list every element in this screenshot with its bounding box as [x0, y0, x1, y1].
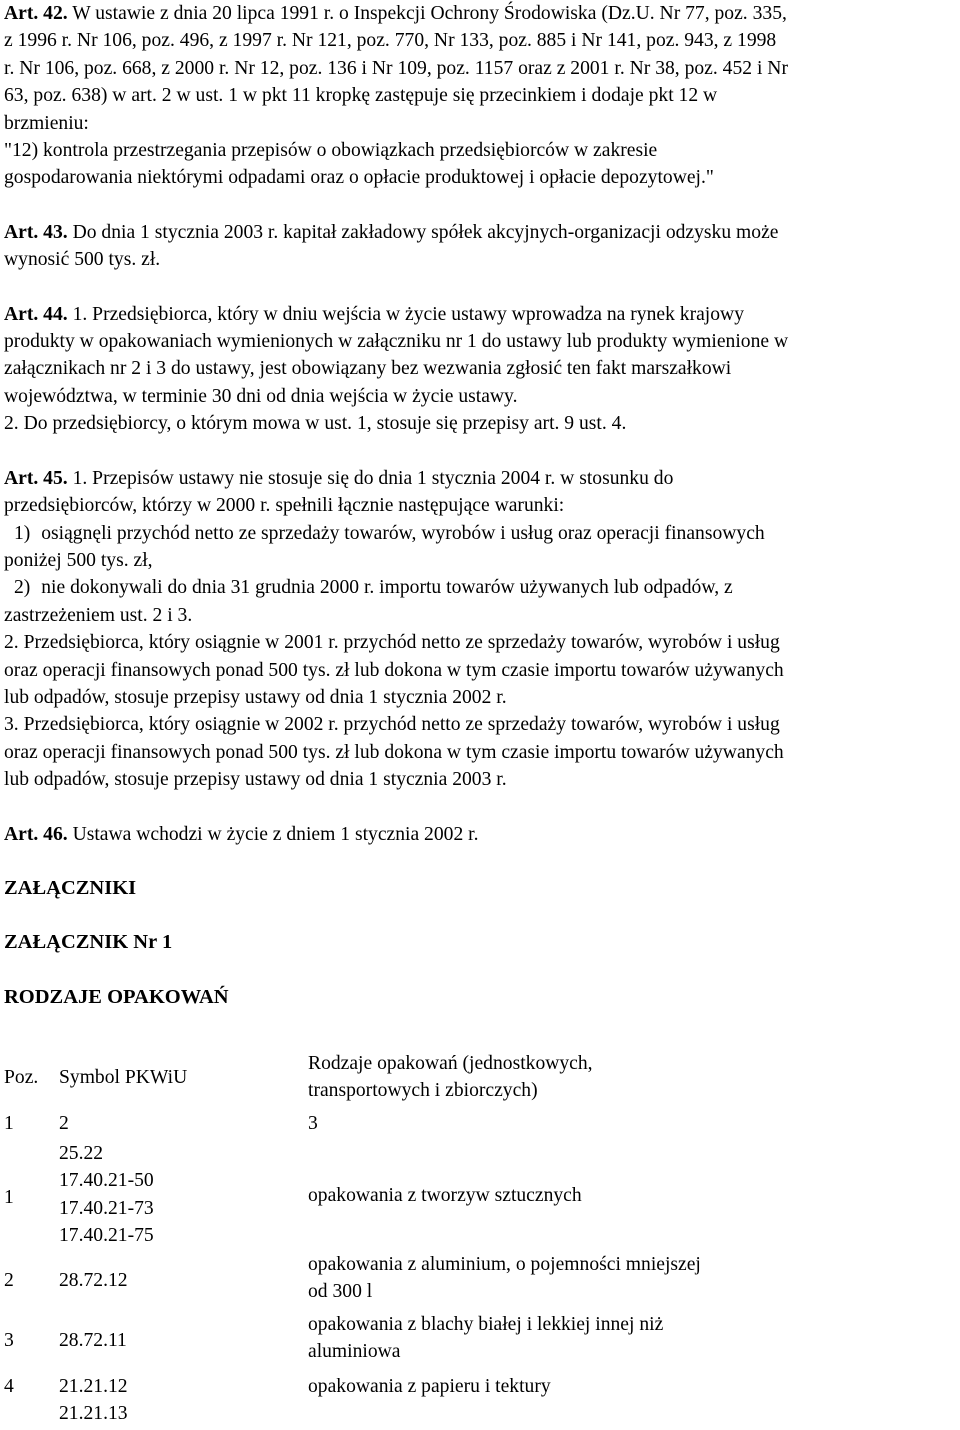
art43-line-1 [4, 219, 958, 246]
header-desc [308, 1050, 908, 1105]
row-3-desc-line-1: opakowania z blachy białej i lekkiej innej niż [308, 1314, 664, 1335]
art44-line-1 [4, 301, 958, 328]
row-3-desc [308, 1311, 908, 1366]
row-1-symbols [59, 1140, 154, 1250]
row-4-symbol-2: 21.21.13 [59, 1403, 128, 1425]
art45-item-2 [4, 574, 958, 601]
spacer [4, 192, 958, 219]
document-page [4, 0, 958, 1011]
table-row [4, 1371, 958, 1427]
art42-line-5: brzmieniu: [4, 112, 89, 134]
art45-item-2-text: nie dokonywali do dnia 31 grudnia 2000 r. importu towarów używanych lub odpadów, z [41, 577, 733, 599]
row-2-desc-line-2: od 300 l [308, 1281, 373, 1303]
art46-label: Art. 46. [4, 823, 68, 845]
row-4-symbols [59, 1373, 128, 1428]
row-2-desc [308, 1251, 908, 1306]
row-3-poz: 3 [4, 1330, 14, 1351]
art44-line-4: województwa, w terminie 30 dni od dnia wejścia w życie ustawy. [4, 385, 518, 407]
table-row [4, 1140, 958, 1251]
row-4-desc: opakowania z papieru i tektury [308, 1376, 551, 1397]
art43-label: Art. 43. [4, 221, 68, 243]
spacer [4, 794, 958, 821]
row-1-symbol-2: 17.40.21-50 [59, 1170, 154, 1192]
header-poz: Poz. [4, 1067, 39, 1088]
art45-line-1 [4, 465, 958, 492]
art44-label: Art. 44. [4, 303, 68, 325]
spacer [4, 902, 958, 929]
art45-item-2-num: 2) [14, 577, 31, 599]
art45-text-1: 1. Przepisów ustawy nie stosuje się do dnia 1 stycznia 2004 r. w stosunku do [72, 467, 674, 489]
art45-para3-line-3: lub odpadów, stosuje przepisy ustawy od dnia 1 stycznia 2003 r. [4, 769, 507, 791]
row-1-symbol-3: 17.40.21-73 [59, 1197, 154, 1219]
art45-para2-line-2: oraz operacji finansowych ponad 500 tys. zł lub dokona w tym czasie importu towarów używanych [4, 659, 784, 681]
art45-para2-line-3: lub odpadów, stosuje przepisy ustawy od dnia 1 stycznia 2002 r. [4, 686, 507, 708]
art42-line-6: "12) kontrola przestrzegania przepisów o obowiązkach przedsiębiorców w zakresie [4, 140, 658, 162]
row-2-symbol: 28.72.12 [59, 1270, 128, 1291]
header-symbol: Symbol PKWiU [59, 1067, 188, 1088]
table-column-number-row [4, 1106, 958, 1140]
spacer [4, 957, 958, 984]
spacer [4, 438, 958, 465]
colnum-3: 3 [308, 1113, 318, 1134]
article-42 [4, 0, 958, 192]
art42-text-1: W ustawie z dnia 20 lipca 1991 r. o Inspekcji Ochrony Środowiska (Dz.U. Nr 77, poz. 335, [72, 3, 787, 24]
art43-line-2: wynosić 500 tys. zł. [4, 249, 161, 271]
row-2-poz: 2 [4, 1270, 14, 1291]
art42-line-4: 63, poz. 638) w art. 2 w ust. 1 w pkt 11 kropkę zastępuje się przecinkiem i dodaje pkt 12 w [4, 85, 718, 107]
art44-line-5: 2. Do przedsiębiorcy, o którym mowa w ust. 1, stosuje się przepisy art. 9 ust. 4. [4, 413, 627, 435]
art45-para2-line-1: 2. Przedsiębiorca, który osiągnie w 2001 r. przychód netto ze sprzedaży towarów, wyrobów i usług [4, 632, 780, 654]
art42-line-7: gospodarowania niektórymi odpadami oraz o opłacie produktowej i opłacie depozytowej." [4, 167, 714, 189]
art42-line-3: r. Nr 106, poz. 668, z 2000 r. Nr 12, poz. 136 i Nr 109, poz. 1157 oraz z 2001 r. Nr 38, poz. 452 i Nr [4, 57, 788, 79]
art45-para3-line-2: oraz operacji finansowych ponad 500 tys. zł lub dokona w tym czasie importu towarów używanych [4, 741, 784, 763]
art46-line-1 [4, 821, 958, 848]
article-44 [4, 301, 958, 438]
annex-1-title: RODZAJE OPAKOWAŃ [4, 985, 229, 1008]
art45-line-2: przedsiębiorców, którzy w 2000 r. spełnili łącznie następujące warunki: [4, 495, 565, 517]
art42-line-2: z 1996 r. Nr 106, poz. 496, z 1997 r. Nr 121, poz. 770, Nr 133, poz. 885 i Nr 141, poz. 943, z 1998 [4, 30, 777, 52]
art45-item-2-cont: zastrzeżeniem ust. 2 i 3. [4, 604, 193, 626]
art45-item-1-num: 1) [14, 522, 31, 544]
colnum-1: 1 [4, 1113, 14, 1134]
art42-label: Art. 42. [4, 3, 68, 24]
art44-line-3: załącznikach nr 2 i 3 do ustawy, jest obowiązany bez wezwania zgłosić ten fakt marszałkowi [4, 358, 732, 380]
row-1-symbol-1: 25.22 [59, 1143, 104, 1164]
art45-item-1-text: osiągnęli przychód netto ze sprzedaży towarów, wyrobów i usług oraz operacji finansowych [41, 522, 765, 544]
row-1-symbol-4: 17.40.21-75 [59, 1225, 154, 1247]
spacer [4, 848, 958, 875]
table-row [4, 1251, 958, 1311]
table-header-row [4, 1050, 958, 1106]
packaging-types-table [4, 1050, 958, 1427]
row-1-poz: 1 [4, 1187, 14, 1208]
header-desc-line-2: transportowych i zbiorczych) [308, 1080, 538, 1102]
art43-text-1: Do dnia 1 stycznia 2003 r. kapitał zakładowy spółek akcyjnych-organizacji odzysku może [72, 221, 779, 243]
colnum-2: 2 [59, 1113, 69, 1134]
article-45 [4, 465, 958, 794]
art44-text-1: 1. Przedsiębiorca, który w dniu wejścia w życie ustawy wprowadza na rynek krajowy [72, 303, 744, 325]
annexes-heading: ZAŁĄCZNIKI [4, 876, 137, 899]
article-46 [4, 821, 958, 848]
header-desc-line-1: Rodzaje opakowań (jednostkowych, [308, 1053, 593, 1074]
art45-para3-line-1: 3. Przedsiębiorca, który osiągnie w 2002 r. przychód netto ze sprzedaży towarów, wyrobów i usług [4, 714, 780, 736]
art45-label: Art. 45. [4, 467, 68, 489]
annex-1-heading: ZAŁĄCZNIK Nr 1 [4, 931, 173, 954]
row-3-symbol: 28.72.11 [59, 1330, 127, 1351]
art45-item-1 [4, 520, 958, 547]
art42-line-1 [4, 0, 958, 27]
row-1-desc: opakowania z tworzyw sztucznych [308, 1185, 582, 1206]
table-row [4, 1311, 958, 1371]
article-43 [4, 219, 958, 274]
row-4-poz: 4 [4, 1376, 14, 1397]
spacer [4, 274, 958, 301]
art44-line-2: produkty w opakowaniach wymienionych w załączniku nr 1 do ustawy lub produkty wymienione w [4, 331, 789, 353]
row-4-symbol-1: 21.21.12 [59, 1376, 128, 1397]
row-3-desc-line-2: aluminiowa [308, 1341, 401, 1363]
art45-item-1-cont: poniżej 500 tys. zł, [4, 549, 153, 571]
art46-text: Ustawa wchodzi w życie z dniem 1 stycznia 2002 r. [72, 823, 479, 845]
row-2-desc-line-1: opakowania z aluminium, o pojemności mniejszej [308, 1254, 701, 1275]
